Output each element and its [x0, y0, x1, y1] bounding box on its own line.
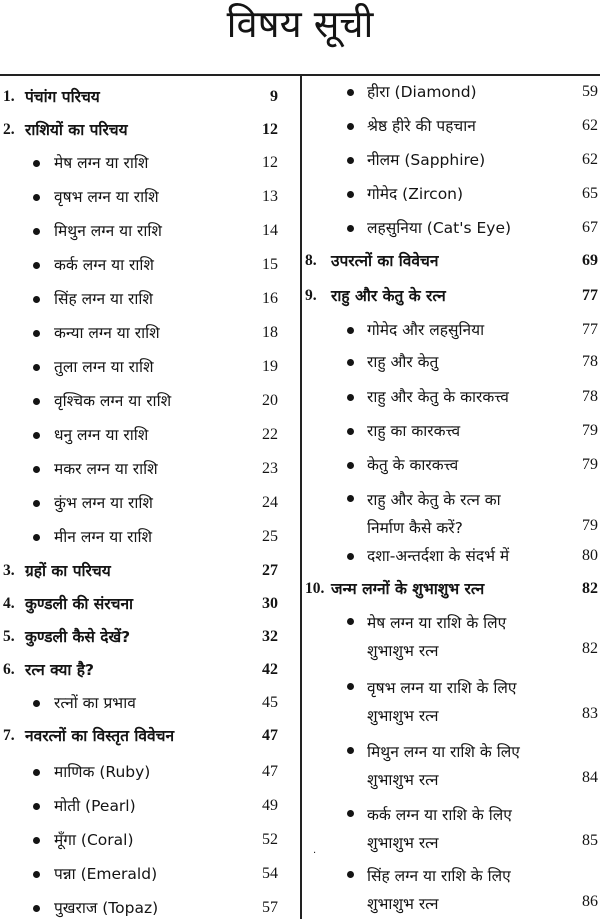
- entry-page-number: 47: [262, 727, 278, 744]
- entry-page-number: 78: [582, 388, 598, 405]
- entry-page-number: 27: [262, 562, 278, 579]
- entry-title: पन्ना (Emerald): [54, 865, 158, 883]
- entry-title: माणिक (Ruby): [54, 763, 151, 781]
- toc-entry: [303, 738, 600, 794]
- entry-title: रत्नों का प्रभाव: [54, 694, 136, 712]
- ink-dot: .: [313, 845, 317, 856]
- entry-title: कुंभ लग्न या राशि: [54, 494, 153, 512]
- entry-title: जन्म लग्नों के शुभाशुभ रत्न: [331, 580, 485, 598]
- entry-title: नवरत्नों का विस्तृत विवेचन: [25, 727, 175, 745]
- bullet-icon: [347, 428, 354, 435]
- entry-page-number: 85: [582, 832, 598, 849]
- entry-page-number: 69: [582, 252, 598, 269]
- toc-entry: [303, 801, 600, 857]
- bullet-icon: [347, 225, 354, 232]
- entry-page-number: 77: [582, 287, 598, 304]
- entry-number: 3.: [3, 562, 15, 579]
- entry-page-number: 45: [262, 694, 278, 711]
- entry-page-number: 15: [262, 256, 278, 273]
- entry-title: उपरत्नों का विवेचन: [331, 252, 439, 270]
- entry-title: वृश्चिक लग्न या राशि: [54, 392, 172, 410]
- entry-title: मेष लग्न या राशि के लिए शुभाशुभ रत्न: [367, 614, 507, 660]
- entry-title: श्रेष्ठ हीरे की पहचान: [367, 117, 476, 135]
- entry-page-number: 62: [582, 151, 598, 168]
- entry-number: 10.: [305, 580, 325, 597]
- bullet-icon: [33, 398, 40, 405]
- entry-page-number: 20: [262, 392, 278, 409]
- entry-page-number: 79: [582, 517, 598, 534]
- bullet-icon: [33, 700, 40, 707]
- entry-title: राहु का कारकत्त्व: [367, 422, 461, 440]
- bullet-icon: [33, 228, 40, 235]
- entry-title: सिंह लग्न या राशि: [54, 290, 153, 308]
- entry-number: 6.: [3, 661, 15, 678]
- entry-page-number: 79: [582, 456, 598, 473]
- entry-title: दशा-अन्तर्दशा के संदर्भ में: [367, 547, 510, 565]
- bullet-icon: [347, 191, 354, 198]
- entry-page-number: 30: [262, 595, 278, 612]
- entry-page-number: 54: [262, 865, 278, 882]
- bullet-icon: [33, 194, 40, 201]
- entry-page-number: 22: [262, 426, 278, 443]
- entry-page-number: 62: [582, 117, 598, 134]
- entry-page-number: 65: [582, 185, 598, 202]
- entry-number: 1.: [3, 88, 15, 105]
- entry-title: कर्क लग्न या राशि: [54, 256, 154, 274]
- entry-title: गोमेद और लहसुनिया: [367, 321, 485, 339]
- bullet-icon: [33, 500, 40, 507]
- bullet-icon: [33, 330, 40, 337]
- entry-page-number: 67: [582, 219, 598, 236]
- entry-page-number: 25: [262, 528, 278, 545]
- entry-number: 9.: [305, 287, 317, 304]
- bullet-icon: [33, 364, 40, 371]
- bullet-icon: [33, 432, 40, 439]
- entry-title: मिथुन लग्न या राशि: [54, 222, 162, 240]
- entry-page-number: 42: [262, 661, 278, 678]
- bullet-icon: [33, 296, 40, 303]
- bullet-icon: [347, 327, 354, 334]
- page-title: विषय सूची: [226, 2, 374, 46]
- bullet-icon: [33, 262, 40, 269]
- entry-page-number: 9: [270, 88, 278, 105]
- entry-page-number: 79: [582, 422, 598, 439]
- bullet-icon: [347, 683, 354, 690]
- entry-title: मेष लग्न या राशि: [54, 154, 149, 172]
- entry-title: मूँगा (Coral): [54, 831, 134, 849]
- entry-number: 5.: [3, 628, 15, 645]
- entry-title: गोमेद (Zircon): [367, 185, 464, 203]
- bullet-icon: [347, 553, 354, 560]
- entry-title: मोती (Pearl): [54, 797, 136, 815]
- entry-page-number: 80: [582, 547, 598, 564]
- bullet-icon: [347, 747, 354, 754]
- entry-page-number: 49: [262, 797, 278, 814]
- toc-entry: [303, 674, 600, 730]
- entry-page-number: 23: [262, 460, 278, 477]
- entry-page-number: 12: [262, 121, 278, 138]
- entry-title: पुखराज (Topaz): [54, 899, 159, 917]
- toc-entry: [303, 486, 600, 542]
- entry-page-number: 77: [582, 321, 598, 338]
- entry-page-number: 24: [262, 494, 278, 511]
- bullet-icon: [33, 871, 40, 878]
- entry-title: तुला लग्न या राशि: [54, 358, 154, 376]
- entry-page-number: 32: [262, 628, 278, 645]
- bullet-icon: [347, 89, 354, 96]
- bullet-icon: [33, 534, 40, 541]
- entry-title: कर्क लग्न या राशि के लिए शुभाशुभ रत्न: [367, 806, 512, 852]
- entry-page-number: 13: [262, 188, 278, 205]
- entry-title: नीलम (Sapphire): [367, 151, 486, 169]
- entry-title: कन्या लग्न या राशि: [54, 324, 160, 342]
- entry-number: 8.: [305, 252, 317, 269]
- entry-title: राहु और केतु के रत्न: [331, 287, 446, 305]
- entry-title: मीन लग्न या राशि: [54, 528, 153, 546]
- entry-number: 2.: [3, 121, 15, 138]
- entry-number: 4.: [3, 595, 15, 612]
- entry-page-number: 12: [262, 154, 278, 171]
- bullet-icon: [33, 905, 40, 912]
- entry-title: वृषभ लग्न या राशि के लिए शुभाशुभ रत्न: [367, 679, 517, 725]
- bullet-icon: [33, 466, 40, 473]
- entry-page-number: 84: [582, 769, 598, 786]
- entry-page-number: 86: [582, 893, 598, 910]
- entry-title: केतु के कारकत्त्व: [367, 456, 459, 474]
- bullet-icon: [347, 394, 354, 401]
- entry-page-number: 82: [582, 580, 598, 597]
- bullet-icon: [33, 769, 40, 776]
- bullet-icon: [347, 495, 354, 502]
- bullet-icon: [33, 803, 40, 810]
- entry-page-number: 82: [582, 640, 598, 657]
- entry-title: राहु और केतु के रत्न का निर्माण कैसे करें?: [367, 491, 501, 537]
- entry-page-number: 14: [262, 222, 278, 239]
- entry-title: मिथुन लग्न या राशि के लिए शुभाशुभ रत्न: [367, 743, 520, 789]
- entry-title: सिंह लग्न या राशि के लिए शुभाशुभ रत्न: [367, 867, 511, 913]
- bullet-icon: [347, 157, 354, 164]
- bullet-icon: [33, 160, 40, 167]
- entry-title: रत्न क्या है?: [25, 661, 95, 679]
- bullet-icon: [347, 871, 354, 878]
- entry-page-number: 59: [582, 83, 598, 100]
- entry-page-number: 52: [262, 831, 278, 848]
- bullet-icon: [33, 837, 40, 844]
- toc-entry: [303, 862, 600, 918]
- entry-title: राहु और केतु: [367, 353, 439, 371]
- entry-page-number: 57: [262, 899, 278, 916]
- entry-title: पंचांग परिचय: [25, 88, 100, 106]
- entry-page-number: 78: [582, 353, 598, 370]
- toc-entry: [303, 609, 600, 665]
- entry-title: वृषभ लग्न या राशि: [54, 188, 159, 206]
- entry-title: हीरा (Diamond): [367, 83, 477, 101]
- entry-page-number: 47: [262, 763, 278, 780]
- entry-page-number: 19: [262, 358, 278, 375]
- entry-title: राहु और केतु के कारकत्त्व: [367, 388, 509, 406]
- entry-title: कुण्डली कैसे देखें?: [25, 628, 131, 646]
- bullet-icon: [347, 462, 354, 469]
- bullet-icon: [347, 618, 354, 625]
- entry-title: धनु लग्न या राशि: [54, 426, 149, 444]
- entry-title: कुण्डली की संरचना: [25, 595, 134, 613]
- entry-title: मकर लग्न या राशि: [54, 460, 158, 478]
- bullet-icon: [347, 359, 354, 366]
- column-divider: [300, 74, 302, 919]
- entry-page-number: 83: [582, 705, 598, 722]
- entry-title: लहसुनिया (Cat's Eye): [367, 219, 512, 237]
- entry-title: राशियों का परिचय: [25, 121, 128, 139]
- entry-page-number: 16: [262, 290, 278, 307]
- entry-title: ग्रहों का परिचय: [25, 562, 111, 580]
- bullet-icon: [347, 123, 354, 130]
- entry-page-number: 18: [262, 324, 278, 341]
- entry-number: 7.: [3, 727, 15, 744]
- bullet-icon: [347, 810, 354, 817]
